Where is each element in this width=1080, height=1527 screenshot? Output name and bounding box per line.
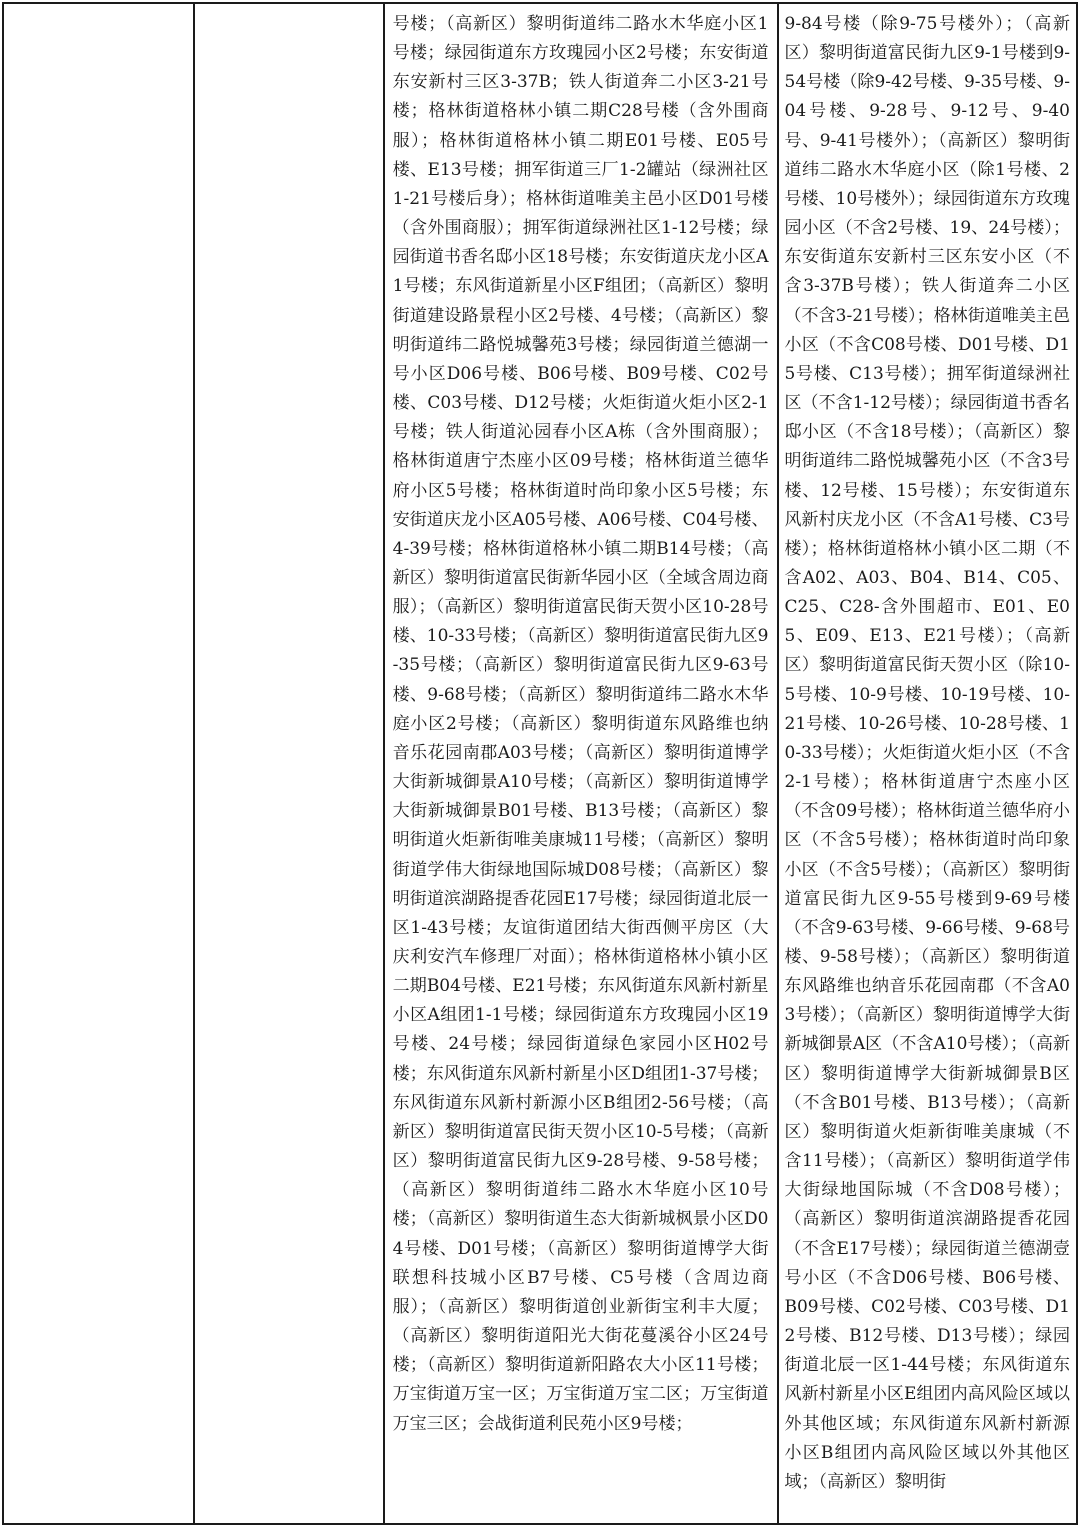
table-row — [3, 3, 1077, 1524]
table-cell-col1 — [3, 3, 194, 1524]
high-risk-buildings-text: 号楼；（高新区）黎明街道纬二路水木华庭小区1号楼；绿园街道东方玫瑰园小区2号楼；东安街道东安新村三区3-37B；铁人街道奔二小区3-21号楼；格林街道格林小镇二期C28号楼（含外围商服）；格林街道格林小镇二期E01号楼、E05号楼、E13号楼；拥军街道三厂1-2罐站（绿洲社区1-21号楼后身）；格林街道唯美主邑小区D01号楼（含外围商服）；拥军街道绿洲社区1-12号楼；绿园街道书香名邸小区18号楼；东安街道庆龙小区A1号楼；东风街道新星小区F组团；（高新区）黎明街道建设路景程小区2号楼、4号楼；（高新区）黎明街道纬二路悦城馨苑3号楼；绿园街道兰德湖一号小区D06号楼、B06号楼、B09号楼、C02号楼、C03号楼、D12号楼；火炬街道火炬小区2-1号楼；铁人街道沁园春小区A栋（含外围商服）；格林街道唐宁杰座小区09号楼；格林街道兰德华府小区5号楼；格林街道时尚印象小区5号楼；东安街道庆龙小区A05号楼、A06号楼、C04号楼、4-39号楼；格林街道格林小镇二期B14号楼；（高新区）黎明街道富民街新华园小区（全域含周边商服）；（高新区）黎明街道富民街天贺小区10-28号楼、10-33号楼；（高新区）黎明街道富民街九区9-35号楼；（高新区）黎明街道富民街九区9-63号楼、9-68号楼；（高新区）黎明街道纬二路水木华庭小区2号楼；（高新区）黎明街道东风路维也纳音乐花园南郡A03号楼；（高新区）黎明街道博学大街新城御景A10号楼；（高新区）黎明街道博学大街新城御景B01号楼、B13号楼；（高新区）黎明街道火炬新街唯美康城11号楼；（高新区）黎明街道学伟大街绿地国际城D08号楼；（高新区）黎明街道滨湖路提香花园E17号楼；绿园街道北辰一区1-43号楼；友谊街道团结大街西侧平房区（大庆利安汽车修理厂对面）；格林街道格林小镇小区二期B04号楼、E21号楼；东风街道东风新村新星小区A组团1-1号楼；绿园街道东方玫瑰园小区19号楼、24号楼；绿园街道绿色家园小区H02号楼；东风街道东风新村新星小区D组团1-37号楼；东风街道东风新村新源小区B组团2-56号楼；（高新区）黎明街道富民街天贺小区10-5号楼；（高新区）黎明街道富民街九区9-28号楼、9-58号楼；（高新区）黎明街道纬二路水木华庭小区10号楼；（高新区）黎明街道生态大街新城枫景小区D04号楼、D01号楼；（高新区）黎明街道博学大街联想科技城小区B7号楼、C5号楼（含周边商服）；（高新区）黎明街道创业新街宝利丰大厦；（高新区）黎明街道阳光大街花蔓溪谷小区24号楼；（高新区）黎明街道新阳路农大小区11号楼；万宝街道万宝一区；万宝街道万宝二区；万宝街道万宝三区；会战街道利民苑小区9号楼； — [392, 14, 769, 1434]
district-list-table — [2, 2, 1078, 1525]
table-cell-col2 — [194, 3, 384, 1524]
table-cell-other-areas — [778, 3, 1078, 1524]
other-areas-text: 9-84号楼（除9-75号楼外）；（高新区）黎明街道富民街九区9-1号楼到9-54号楼（除9-42号楼、9-35号楼、9-04号楼、9-28号、9-12号、9-40号、9-41号楼外）；（高新区）黎明街道纬二路水木华庭小区（除1号楼、2号楼、10号楼外）；绿园街道东方玫瑰园小区（不含2号楼、19、24号楼）；东安街道东安新村三区东安小区（不含3-37B号楼）；铁人街道奔二小区（不含3-21号楼）；格林街道唯美主邑小区（不含C08号楼、D01号楼、D15号楼、C13号楼）；拥军街道绿洲社区（不含1-12号楼）；绿园街道书香名邸小区（不含18号楼）；（高新区）黎明街道纬二路悦城馨苑小区（不含3号楼、12号楼、15号楼）；东安街道东风新村庆龙小区（不含A1号楼、C3号楼）；格林街道格林小镇小区二期（不含A02、A03、B04、B14、C05、C25、C28-含外围超市、E01、E05、E09、E13、E21号楼）；（高新区）黎明街道富民街天贺小区（除10-5号楼、10-9号楼、10-19号楼、10-21号楼、10-26号楼、10-28号楼、10-33号楼）；火炬街道火炬小区（不含2-1号楼）；格林街道唐宁杰座小区（不含09号楼）；格林街道兰德华府小区（不含5号楼）；格林街道时尚印象小区（不含5号楼）；（高新区）黎明街道富民街九区9-55号楼到9-69号楼（不含9-63号楼、9-66号楼、9-68号楼、9-58号楼）；（高新区）黎明街道东风路维也纳音乐花园南郡（不含A03号楼）；（高新区）黎明街道博学大街新城御景A区（不含A10号楼）；（高新区）黎明街道博学大街新城御景B区（不含B01号楼、B13号楼）；（高新区）黎明街道火炬新街唯美康城（不含11号楼）；（高新区）黎明街道学伟大街绿地国际城（不含D08号楼）；（高新区）黎明街道滨湖路提香花园（不含E17号楼）；绿园街道兰德湖壹号小区（不含D06号楼、B06号楼、B09号楼、C02号楼、C03号楼、D12号楼、B12号楼、D13号楼）；绿园街道北辰一区1-44号楼；东风街道东风新村新星小区E组团内高风险区域以外其他区域；东风街道东风新村新源小区B组团内高风险区域以外其他区域；（高新区）黎明街 — [784, 14, 1070, 1492]
table-cell-high-risk-buildings — [384, 3, 778, 1524]
